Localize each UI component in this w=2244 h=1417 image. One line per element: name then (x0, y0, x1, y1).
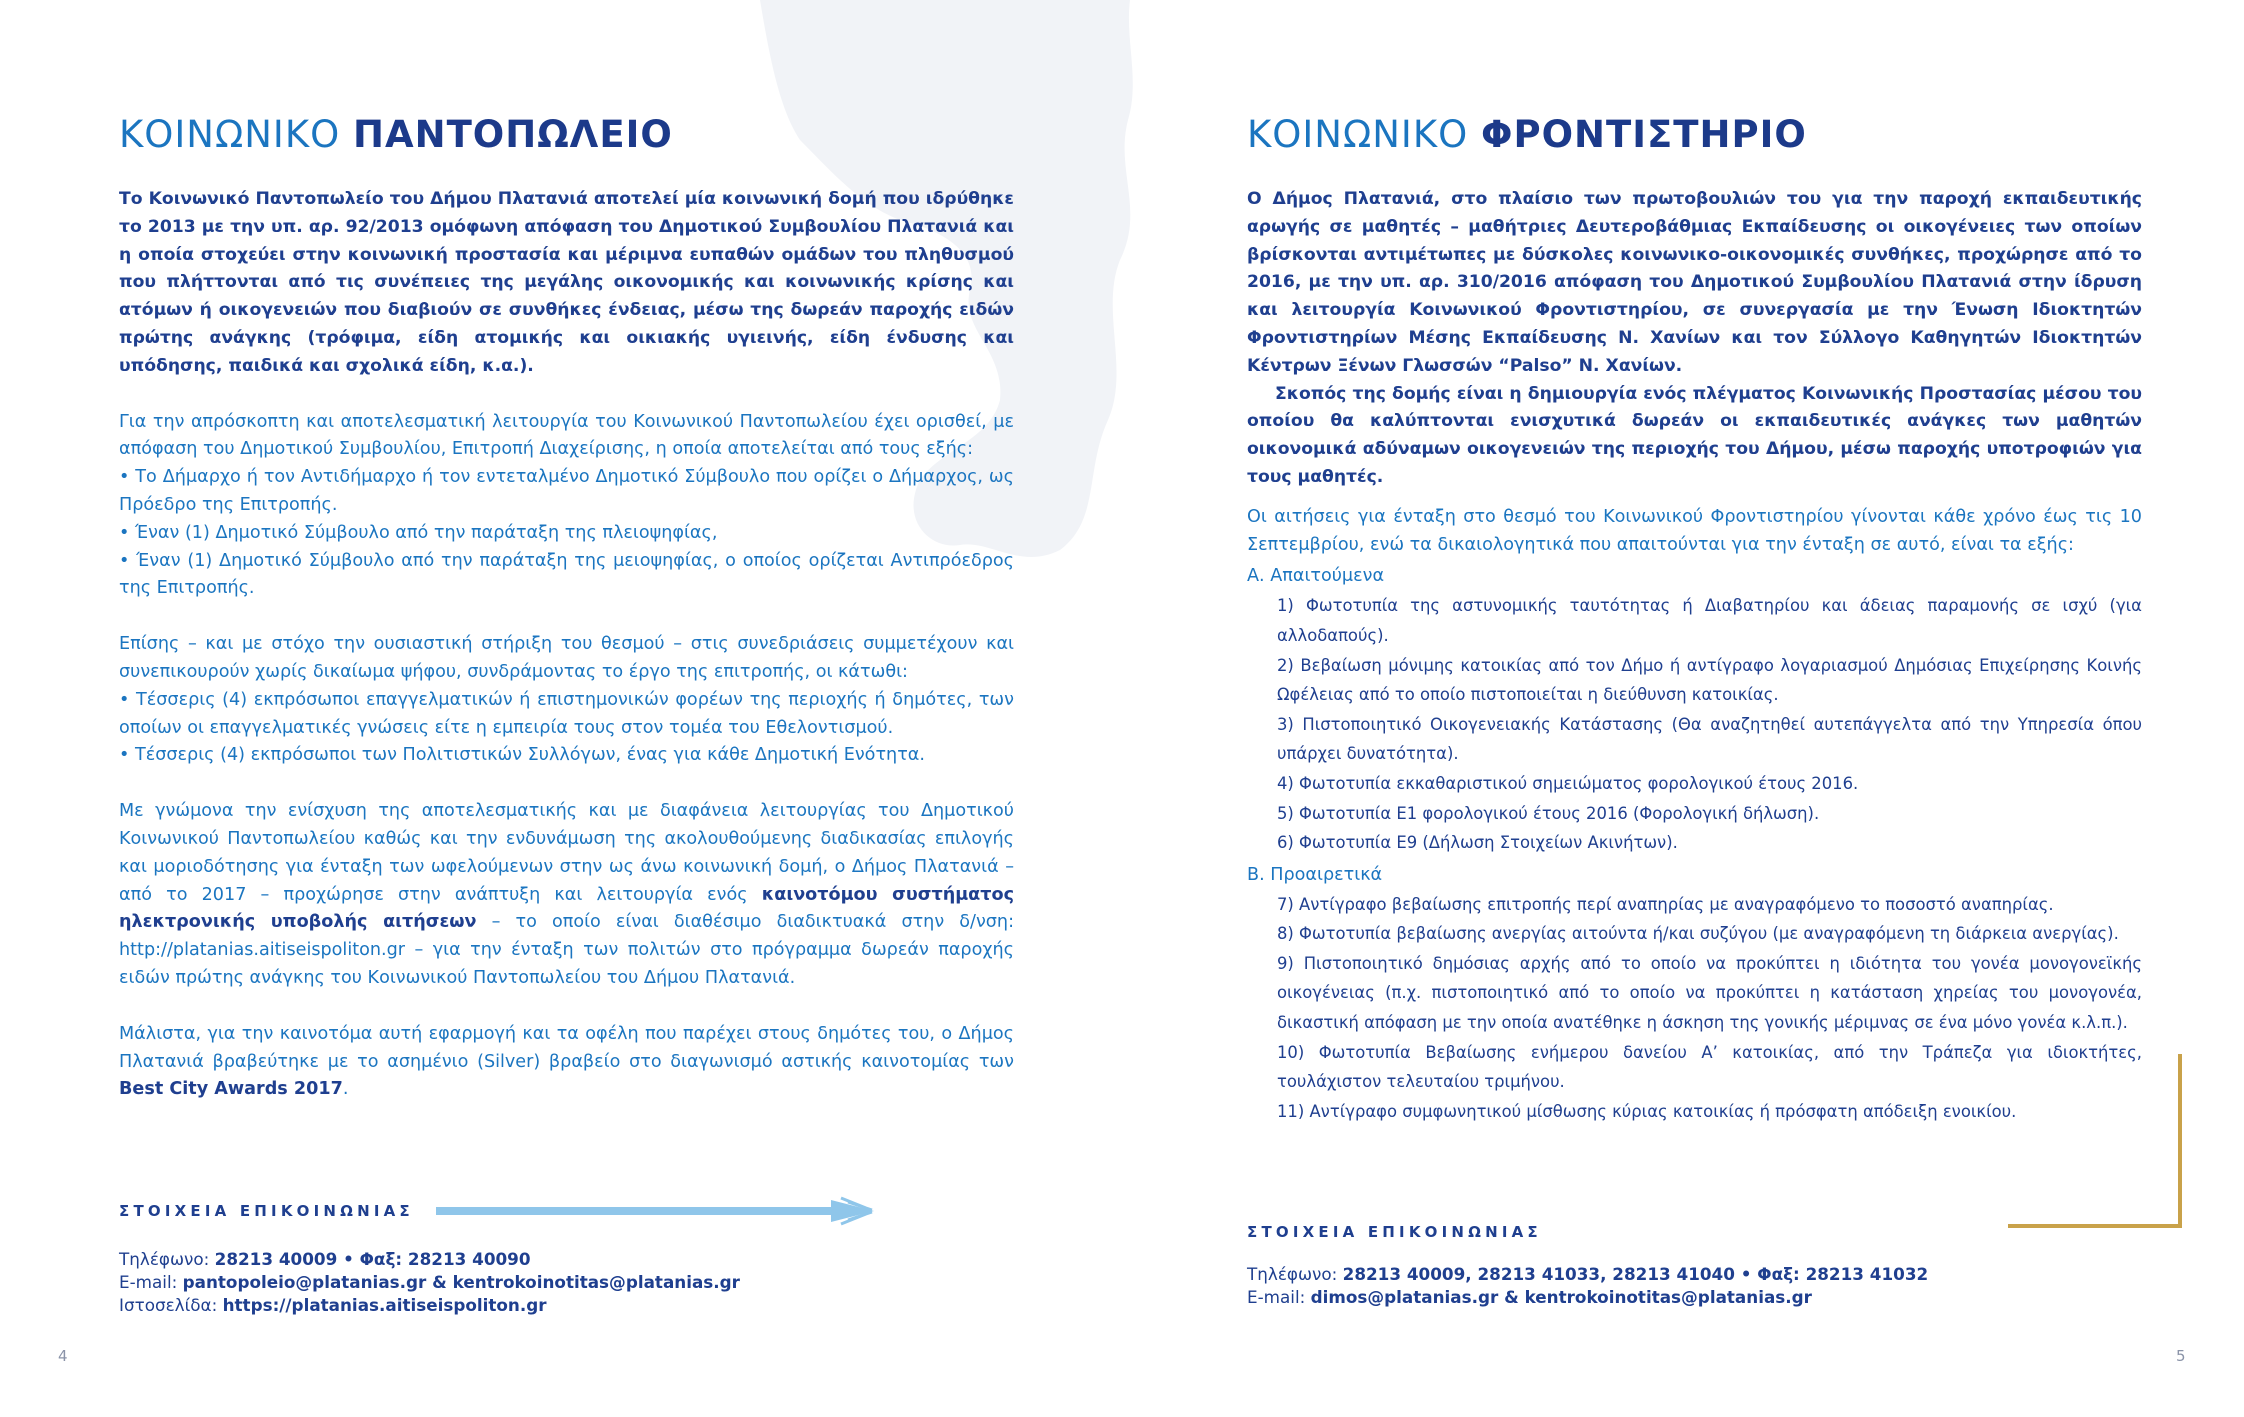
list-item: 7) Αντίγραφο βεβαίωσης επιτροπής περί αναπηρίας με αναγραφόμενο το ποσοστό αναπηρίας. (1277, 894, 2054, 914)
left-web-link[interactable]: https://platanias.aitiseispoliton.gr (222, 1295, 547, 1315)
right-contact-phone (1247, 1263, 2147, 1286)
list-item: 9) Πιστοποιητικό δημόσιας αρχής από το οποίο να προκύπτει η ιδιότητα του γονέα μονογονεϊκής οικογένειας (π.χ. πιστοποιητικό από το οποίο να προκύπτει η κατάσταση χηρείας του μονογονέα, δικαστική απόφαση με την οποία ανατέθηκε η άσκηση της γονικής μέριμνας σε ένα μόνο γονέα κ.λ.π.). (1277, 953, 2142, 1033)
list-item: 6) Φωτοτυπία Ε9 (Δήλωση Στοιχείων Ακινήτων). (1277, 833, 1678, 853)
left-contact-title: ΣΤΟΙΧΕΙΑ ΕΠΙΚΟΙΝΩΝΙΑΣ (119, 1202, 414, 1220)
list-item: 3) Πιστοποιητικό Οικογενειακής Κατάστασης (Θα αναζητηθεί αυτεπάγγελτα από την Υπηρεσία όπου υπάρχει δυνατότητα). (1277, 714, 2142, 764)
arrow-right-icon (436, 1196, 876, 1226)
list-item: 1) Φωτοτυπία της αστυνομικής ταυτότητας ή Διαβατηρίου και άδειας παραμονής σε ισχύ (για αλλοδαπούς). (1277, 596, 2142, 645)
list-item: 8) Φωτοτυπία βεβαίωσης ανεργίας αιτούντα ή/και συζύγου (με αναγραφόμενη τη διάρκεια ανεργίας). (1277, 924, 2119, 944)
list-item: 2) Βεβαίωση μόνιμης κατοικίας από τον Δήμο ή αντίγραφο λογαριασμού Δημόσιας Επιχείρησης Κοινής Ωφέλειας από το οποίο πιστοποιείται η διεύθυνση κατοικίας. (1277, 655, 2142, 705)
optional-heading: Β. Προαιρετικά (1247, 864, 1383, 885)
left-contact-phone (119, 1248, 879, 1271)
list-item: 11) Αντίγραφο συμφωνητικού μίσθωσης κύριας κατοικίας ή πρόσφατη απόδειξη ενοικίου. (1277, 1101, 2017, 1121)
right-contact-block (1247, 1223, 2147, 1309)
left-intro-paragraph: Το Κοινωνικό Παντοπωλείο του Δήμου Πλατανιά αποτελεί μία κοινωνική δομή που ιδρύθηκε το 2013 με την υπ. αρ. 92/2013 ομόφωνη απόφαση του Δημοτικού Συμβουλίου Πλατανιά και η οποία στοχεύει στην κοινωνική προστασία και μέριμνα ευπαθών ομάδων του πληθυσμού που πλήττονται από τις συνέπειες της μεγάλης οικονομικής και κοινωνικής κρίσης και ατόμων ή οικογενειών που διαβιούν σε συνθήκες ένδειας, μέσω της δωρεάν παροχής ειδών πρώτης ανάγκης (τρόφιμα, είδη ατομικής και οικιακής υγιεινής, είδη ένδυσης και υπόδησης, παιδικά και σχολικά είδη, κ.α.). (119, 189, 1014, 376)
list-item: 10) Φωτοτυπία Βεβαίωσης ενήμερου δανείου Α’ κατοικίας, από την Τράπεζα για ιδιοκτήτες, τουλάχιστον τελευταίου τριμήνου. (1277, 1042, 2142, 1092)
left-contact-email (119, 1271, 879, 1294)
left-phone-value: 28213 40009 • Φαξ: 28213 40090 (214, 1249, 531, 1269)
gold-corner-line (2008, 1054, 2183, 1229)
also-item: • Τέσσερις (4) εκπρόσωποι επαγγελματικών ή επιστημονικών φορέων της περιοχής ή δημότες, των οποίων οι επαγγελματικές γνώσεις είτε η εμπειρία τους στον τομέα του Εθελοντισμού. (119, 689, 1014, 738)
system-paragraph (119, 798, 1014, 993)
committee-item: • Έναν (1) Δημοτικό Σύμβουλο από την παράταξη της πλειοψηφίας, (119, 522, 718, 543)
award-text-b: . (342, 1079, 349, 1100)
right-email-label: E-mail: (1247, 1287, 1311, 1307)
right-email-value[interactable]: dimos@platanias.gr & kentrokoinotitas@platanias.gr (1310, 1287, 1812, 1307)
page-number-left: 4 (58, 1347, 68, 1365)
right-phone-label: Τηλέφωνο: (1247, 1264, 1343, 1284)
left-web-label: Ιστοσελίδα: (119, 1295, 223, 1315)
system-text-b: – το οποίο είναι διαθέσιμο διαδικτυακά στην δ/νση: http://platanias.aitiseispoliton.gr – για την ένταξη των πολιτών στο πρόγραμμα δωρεάν παροχής ειδών πρώτης ανάγκης του Κοινωνικού Παντοπωλείου του Δήμου Πλατανιά. (119, 912, 1015, 988)
left-email-label: E-mail: (119, 1272, 183, 1292)
required-list (1247, 591, 2142, 857)
list-item: 4) Φωτοτυπία εκκαθαριστικού σημειώματος φορολογικού έτους 2016. (1277, 773, 1859, 793)
committee-item: • Έναν (1) Δημοτικό Σύμβουλο από την παράταξη της μειοψηφίας, ο οποίος ορίζεται Αντιπρόεδρος της Επιτροπής. (119, 550, 1014, 599)
also-item: • Τέσσερις (4) εκπρόσωποι των Πολιτιστικών Συλλόγων, ένας για κάθε Δημοτική Ενότητα. (119, 745, 925, 766)
left-contact-block (119, 1196, 879, 1317)
right-contact-email (1247, 1286, 2147, 1309)
right-page (1247, 110, 2142, 1126)
right-intro-paragraph: Ο Δήμος Πλατανιά, στο πλαίσιο των πρωτοβουλιών του για την παροχή εκπαιδευτικής αρωγής σε μαθητές – μαθήτριες Δευτεροβάθμιας Εκπαίδευσης οι οικογένειες των οποίων βρίσκονται αντιμέτωπες με δύσκολες κοινωνικο-οικονομικές συνθήκες, προχώρησε από το 2016, με την υπ. αρ. 310/2016 απόφαση του Δημοτικού Συμβουλίου Πλατανιά στην ίδρυση και λειτουργία Κοινωνικού Φροντιστηρίου, σε συνεργασία με την Ένωση Ιδιοκτητών Φροντιστηρίων Μέσης Εκπαίδευσης Ν. Χανίων και τον Σύλλογο Καθηγητών Ιδιοκτητών Κέντρων Ξένων Γλωσσών “Palso” Ν. Χανίων. (1247, 189, 2142, 376)
left-page-title (119, 110, 1014, 160)
purpose-paragraph: Σκοπός της δομής είναι η δημιουργία ενός πλέγματος Κοινωνικής Προστασίας μέσου του οποίου θα καλύπτονται ενισχυτικά δωρεάν οι εκπαιδευτικές ανάγκες των μαθητών οικονομικά αδύναμων οικογενειών της περιοχής του Δήμου, μέσω παροχής υποτροφιών για τους μαθητές. (1247, 383, 2142, 487)
right-contact-title: ΣΤΟΙΧΕΙΑ ΕΠΙΚΟΙΝΩΝΙΑΣ (1247, 1223, 1542, 1241)
left-phone-label: Τηλέφωνο: (119, 1249, 215, 1269)
right-title-bold: ΦΡΟΝΤΙΣΤΗΡΙΟ (1481, 113, 1807, 156)
left-title-bold: ΠΑΝΤΟΠΩΛΕΙΟ (353, 113, 673, 156)
award-text-a: Μάλιστα, για την καινοτόμα αυτή εφαρμογή και τα οφέλη που παρέχει στους δημότες του, ο Δήμος Πλατανιά βραβεύτηκε με το ασημένιο (Silver) βραβείο στο διαγωνισμό αστικής καινοτομίας των (119, 1023, 1014, 1072)
right-title-light: ΚΟΙΝΩΝΙΚΟ (1247, 113, 1469, 156)
left-contact-web (119, 1294, 879, 1317)
applications-paragraph: Οι αιτήσεις για ένταξη στο θεσμό του Κοινωνικού Φροντιστηρίου γίνονται κάθε χρόνο έως τις 10 Σεπτεμβρίου, ενώ τα δικαιολογητικά που απαιτούνται για την ένταξη σε αυτό, είναι τα εξής: (1247, 506, 2142, 555)
required-heading: Α. Απαιτούμενα (1247, 566, 1385, 587)
right-page-title (1247, 110, 2142, 160)
list-item: 5) Φωτοτυπία Ε1 φορολογικού έτους 2016 (Φορολογική δήλωση). (1277, 803, 1820, 823)
left-title-light: ΚΟΙΝΩΝΙΚΟ (119, 113, 341, 156)
committee-intro: Για την απρόσκοπτη και αποτελεσματική λειτουργία του Κοινωνικού Παντοπωλείου έχει ορισθεί, με απόφαση του Δημοτικού Συμβουλίου, Επιτροπή Διαχείρισης, η οποία αποτελείται από τους εξής: (119, 411, 1014, 460)
award-paragraph (119, 1021, 1014, 1104)
left-email-value[interactable]: pantopoleio@platanias.gr & kentrokoinotitas@platanias.gr (182, 1272, 740, 1292)
also-intro: Επίσης – και με στόχο την ουσιαστική στήριξη του θεσμού – στις συνεδριάσεις συμμετέχουν και συνεπικουρούν χωρίς δικαίωμα ψήφου, συνδράμοντας το έργο της επιτροπής, οι κάτωθι: (119, 634, 1014, 682)
left-page (119, 110, 1014, 1104)
committee-item: • Το Δήμαρχο ή τον Αντιδήμαρχο ή τον εντεταλμένο Δημοτικό Σύμβουλο που ορίζει ο Δήμαρχος, ως Πρόεδρο της Επιτροπής. (119, 467, 1014, 515)
page-number-right: 5 (2176, 1347, 2186, 1365)
system-text-a: Με γνώμονα την ενίσχυση της αποτελεσματικής και με διαφάνεια λειτουργίας του Δημοτικού Κοινωνικού Παντοπωλείου καθώς και την ενδυνάμωση της ακολουθούμενης διαδικασίας επιλογής και μοριοδότησης για ένταξη των ωφελούμενων στην ως άνω κοινωνική δομή, ο Δήμος Πλατανιά – από το 2017 – προχώρησε στην ανάπτυξη και λειτουργία ενός (119, 801, 1014, 905)
award-text-bold: Best City Awards 2017 (119, 1079, 343, 1100)
system-text-bold: καινοτόμου συστήματος ηλεκτρονικής υποβολής αιτήσεων (119, 884, 1014, 933)
right-phone-value: 28213 40009, 28213 41033, 28213 41040 • Φαξ: 28213 41032 (1342, 1264, 1929, 1284)
